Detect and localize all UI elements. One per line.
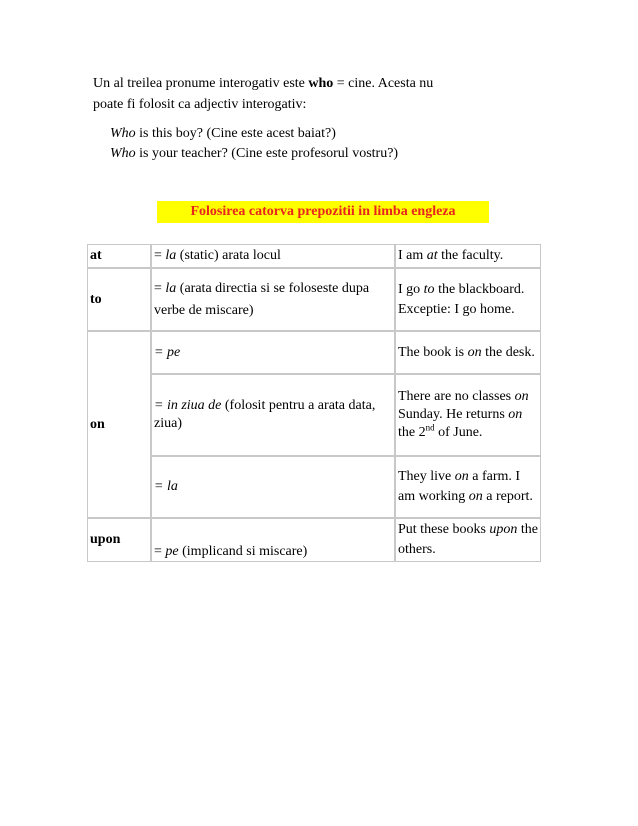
ordinal-suffix: nd [425,422,435,433]
meaning-text: (arata directia si se foloseste dupa verbe de miscare) [154,280,370,318]
example-keyword: Who [110,146,136,161]
example-sentence [110,124,336,144]
meaning-keyword: pe [165,544,179,559]
example-text: a farm. I am working [398,469,521,504]
example-text: is this boy? (Cine este acest baiat?) [135,126,336,141]
example-text: Sunday. He returns [398,407,509,422]
intro-text: poate fi folosit ca adjectiv interogativ: [93,97,307,112]
example-text: the faculty. [437,248,504,263]
example-keyword: on [508,407,523,422]
example-text: They live [398,469,455,484]
example-text: I go [398,281,424,297]
example-text: of June. [434,425,483,440]
table-row [87,456,541,518]
example-text: Exceptie: I go home. [398,301,515,317]
intro-text: Un al treilea pronume interogativ este [93,76,309,91]
meaning-text: = [154,544,166,559]
table-row [87,244,541,268]
intro-text: = cine. Acesta nu [333,76,434,91]
meaning-keyword: la [165,248,177,263]
example-cell [395,244,541,268]
meaning-cell [151,456,395,518]
meaning-keyword: = pe [154,344,181,360]
table-row [87,374,541,456]
example-text: The book is [398,344,468,360]
prepositions-table [87,244,541,562]
preposition-cell: to [87,268,151,331]
meaning-text: (folosit pentru a arata data, ziua) [154,398,376,431]
meaning-text: (static) arata locul [176,248,281,263]
section-title: Folosirea catorva prepozitii in limba engleza [157,201,489,223]
preposition-cell: upon [87,518,151,562]
meaning-text: = [154,280,166,296]
meaning-keyword: = in ziua de [154,398,222,413]
example-text: the desk. [481,344,535,360]
example-text: Put these books [398,522,490,537]
example-keyword: on [454,469,469,484]
preposition-cell: on [87,331,151,518]
meaning-cell [151,244,395,268]
example-keyword: to [423,281,435,297]
example-text: is your teacher? (Cine este profesorul vostru?) [135,146,399,161]
example-cell [395,268,541,331]
example-text: the 2 [398,425,426,440]
example-keyword: Who [110,126,136,141]
example-cell [395,456,541,518]
example-text: the blackboard. [434,281,525,297]
example-keyword: at [426,248,438,263]
meaning-keyword: = la [154,479,178,494]
preposition-cell: at [87,244,151,268]
example-cell [395,374,541,456]
example-text: the others. [398,522,538,557]
meaning-text: = [154,248,166,263]
meaning-cell [151,331,395,374]
example-keyword: upon [489,522,518,537]
table-row [87,268,541,331]
table-row [87,518,541,562]
example-keyword: on [467,344,482,360]
intro-keyword: who [308,76,334,91]
meaning-cell [151,268,395,331]
example-sentence [110,144,398,164]
example-cell [395,518,541,562]
meaning-cell [151,518,395,562]
example-cell [395,331,541,374]
example-text: I am [398,248,427,263]
example-text: a report. [482,489,533,504]
example-keyword: on [468,489,483,504]
intro-paragraph [93,73,533,115]
meaning-cell [151,374,395,456]
meaning-keyword: la [165,280,177,296]
example-keyword: on [514,389,529,404]
meaning-text: (implicand si miscare) [178,544,308,559]
table-row [87,331,541,374]
example-text: There are no classes [398,389,515,404]
